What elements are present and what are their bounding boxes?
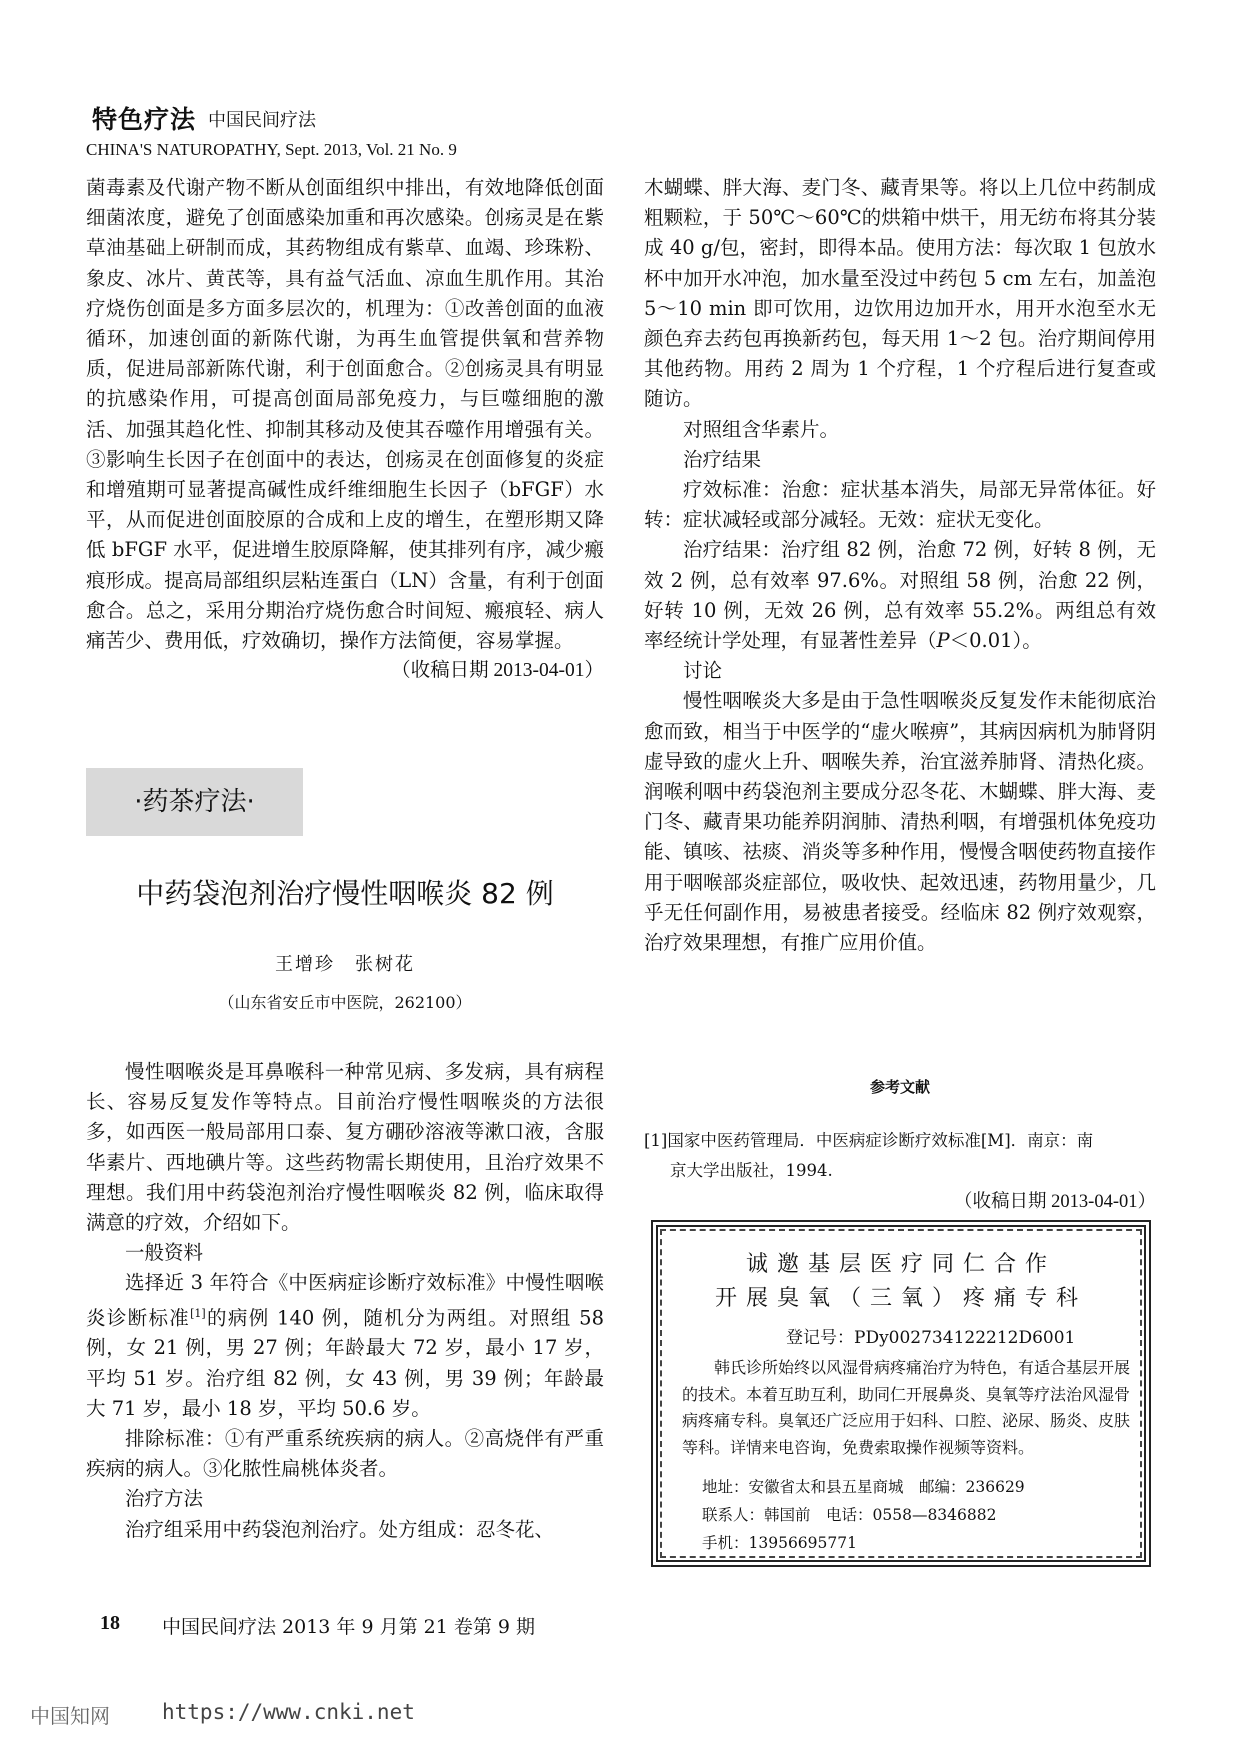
received-date-2: （收稿日期 2013-04-01） [954,1192,1156,1212]
discussion-paragraph: 慢性咽喉炎大多是由于急性咽喉炎反复发作未能彻底治愈而致，相当于中医学的“虚火喉痹”，其病因病机为肺肾阴虚导致的虚火上升、咽喉失养，治宜滋养肺肾、清热化痰。润喉利咽中药袋泡剂主要成分忍冬花、木蝴蝶、胖大海、麦门冬、藏青果功能养阴润肺、清热利咽，有增强机体免疫功能、镇咳、祛痰、消炎等多种作用，慢慢含咽使药物直接作用于咽喉部炎症部位，吸收快、起效迅速，药物用量少，几乎无任何副作用，易被患者接受。经临床 82 例疗效观察，治疗效果理想，有推广应用价值。 [644,689,1156,955]
advertisement-box [651,1220,1151,1567]
heading-general: 一般资料 [125,1241,204,1265]
criteria-paragraph: 疗效标准：治愈：症状基本消失，局部无异常体征。好转：症状减轻或部分减轻。无效：症状无变化。 [644,478,1156,532]
general-paragraph: 选择近 3 年符合《中医病症诊断疗效标准》中慢性咽喉炎诊断标准[1]的病例 140 例，随机分为两组。对照组 58 例，女 21 例，男 27 例；年龄最大 72 岁，最小 17 岁，平均 51 岁。治疗组 82 例，女 43 例，男 39 例；年龄最大 71 岁，最小 18 岁，平均 50.6 岁。 [86,1271,604,1420]
heading-results: 治疗结果 [683,447,762,471]
article-authors: 王增珍 张树花 [275,954,415,975]
article-title: 中药袋泡剂治疗慢性咽喉炎 82 例 [136,877,554,910]
paragraph: 菌毒素及代谢产物不断从创面组织中排出，有效地降低创面细菌浓度，避免了创面感染加重和再次感染。创疡灵是在紫草油基础上研制而成，其药物组成有紫草、血竭、珍珠粉、象皮、冰片、黄芪等，具有益气活血、凉血生肌作用。其治疗烧伤创面是多方面多层次的，机理为：①改善创面的血液循环，加速创面的新陈代谢，为再生血管提供氧和营养物质，促进局部新陈代谢，利于创面愈合。②创疡灵具有明显的抗感染作用，可提高创面局部免疫力，与巨噬细胞的激活、加强其趋化性、抑制其移动及使其吞噬作用增强有关。③影响生长因子在创面中的表达，创疡灵在创面修复的炎症和增殖期可显著提高碱性成纤维细胞生长因子（bFGF）水平，从而促进创面胶原的合成和上皮的增生，在塑形期又降低 bFGF 水平，促进增生胶原降解，使其排列有序，减少瘢痕形成。提高局部组织层粘连蛋白（LN）含量，有利于创面愈合。总之，采用分期治疗烧伤愈合时间短、瘢痕轻、病人痛苦少、费用低，疗效确切，操作方法简便，容易掌握。 [86,176,604,653]
method-paragraph-cont: 木蝴蝶、胖大海、麦门冬、藏青果等。将以上几位中药制成粗颗粒，于 50℃～60℃的烘箱中烘干，用无纺布将其分装成 40 g/包，密封，即得本品。使用方法：每次取 1 包放水杯中加开水冲泡，加水量至没过中药包 5 cm 左右，加盖泡 5～10 min 即可饮用，边饮用边加开水，用开水泡至水无颜色弃去药包再换新药包，每天用 1～2 包。治疗期间停用其他药物。用药 2 周为 1 个疗程，1 个疗程后进行复查或随访。 [644,176,1156,411]
heading-discussion: 讨论 [683,659,723,683]
heading-method: 治疗方法 [125,1487,204,1511]
results-paragraph: 治疗结果：治疗组 82 例，治愈 72 例，好转 8 例，无效 2 例，总有效率 97.6%。对照组 58 例，治愈 22 例，好转 10 例，无效 26 例，总有效率 55.2%。两组总有效率经统计学处理，有显著性差异（P＜0.01）。 [644,538,1156,653]
section-title: 特色疗法 [92,105,197,134]
intro-paragraph: 慢性咽喉炎是耳鼻喉科一种常见病、多发病，具有病程长、容易反复发作等特点。目前治疗慢性咽喉炎的方法很多，如西医一般局部用口泰、复方硼砂溶液等漱口液，含服华素片、西地碘片等。这些药物需长期使用，且治疗效果不理想。我们用中药袋泡剂治疗慢性咽喉炎 82 例，临床取得满意的疗效，介绍如下。 [86,1060,604,1235]
ad-title-line2: 开展臭氧（三氧）疼痛专科 [714,1286,1087,1311]
article-body-col1 [86,1057,604,1545]
ad-body-text: 韩氏诊所始终以风湿骨病疼痛治疗为特色，有适合基层开展的技术。本着互助互利，助同仁开展鼻炎、臭氧等疗法治风湿骨病疼痛专科。臭氧还广泛应用于妇科、口腔、泌尿、肠炎、皮肤等科。详情来电咨询，免费索取操作视频等资料。 [682,1358,1131,1457]
watermark-url[interactable]: https://www.cnki.net [162,1700,415,1724]
journal-citation: CHINA'S NATUROPATHY, Sept. 2013, Vol. 21 No. 9 [86,140,457,159]
references-heading: 参考文献 [869,1078,930,1096]
received-date: （收稿日期 2013-04-01） [391,660,604,682]
method-paragraph-start: 治疗组采用中药袋泡剂治疗。处方组成：忍冬花、 [125,1517,555,1541]
previous-article-tail [86,173,604,686]
watermark-site: 中国知网 [30,1704,110,1728]
page-number: 18 [100,1612,120,1634]
ad-registration: 登记号：PDy002734122212D6001 [786,1328,1076,1348]
citation-ref[interactable]: [1] [190,1306,206,1320]
ad-address: 地址：安徽省太和县五星商城 邮编：236629 [702,1478,1025,1496]
reference-item: [1]国家中医药管理局．中医病症诊断疗效标准[M]．南京：南 京大学出版社，1994. [644,1131,1094,1180]
control-paragraph: 对照组含华素片。 [683,417,840,441]
exclusion-paragraph: 排除标准：①有严重系统疾病的病人。②高烧伴有严重疾病的病人。③化脓性扁桃体炎者。 [86,1426,604,1481]
ad-mobile: 手机：13956695771 [702,1534,857,1552]
journal-name: 中国民间疗法 [208,110,316,131]
ad-title-line1: 诚邀基层医疗同仁合作 [745,1252,1056,1277]
article-affiliation: （山东省安丘市中医院，262100） [218,993,472,1012]
footer-journal-issue: 中国民间疗法 2013 年 9 月第 21 卷第 9 期 [162,1616,536,1638]
section-banner: ·药茶疗法· [86,768,303,836]
ad-contact: 联系人：韩国前 电话：0558—8346882 [702,1506,997,1524]
article-body-col2 [644,173,1156,958]
